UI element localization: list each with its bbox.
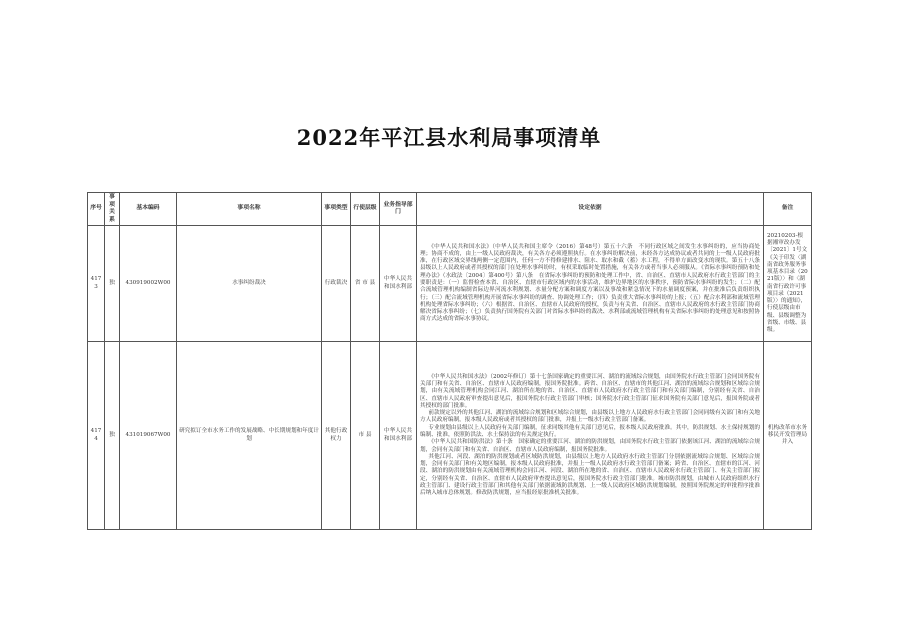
item-list-table [87, 192, 812, 530]
basis-paragraph: 其他江河、河段、湖泊的防洪规划或者区域防洪规划，由县级以上地方人民政府水行政主管部门分别依据流域综合规划、区域综合规划，会同有关部门和有关地区编制，报本级人民政府批准，并报上一级人民政府水行政主管部门备案；跨省、自治区、直辖市的江河、河段、湖泊的防洪规划由有关流域管理机构会同江河、河段、湖泊所在地的省、自治区、直辖市人民政府水行政主管部门、有关主管部门拟定，分别经有关省、自治区、直辖市人民政府审查提出意见后，报国务院水行政主管部门批准。城市防洪规划，由城市人民政府组织水行政主管部门、建设行政主管部门和其他有关部门依据流域防洪规划、上一级人民政府区域防洪规划编制，按照国务院规定的审批程序批准后纳入城市总体规划。修改防洪规划，应当报经原批准机关批准。 [420, 453, 760, 497]
cell-remark: 20210203-根据湘审改办发〔2021〕1号文《关于印发〈湖南省政务服务事项基本目录（2021版）〉和〈湖南省行政许可事项目录（2021版）〉的通知》，行使层级由市级、县级调整为省级、市级、县级。 [764, 226, 812, 342]
header-relation: 事项关系 [105, 193, 120, 226]
cell-basis [417, 226, 764, 342]
header-remark: 备注 [764, 193, 812, 226]
cell-dept: 中华人民共和国水利部 [380, 342, 417, 530]
cell-type: 行政裁决 [322, 226, 351, 342]
header-code: 基本编码 [120, 193, 177, 226]
cell-type: 其他行政权力 [322, 342, 351, 530]
header-seq: 序号 [88, 193, 105, 226]
cell-name: 水事纠纷裁决 [177, 226, 322, 342]
cell-level: 市 县 [351, 342, 380, 530]
basis-paragraph: 前款规定以外的其他江河、湖泊的流域综合规划和区域综合规划，由县级以上地方人民政府水行政主管部门会同同级有关部门和有关地方人民政府编制，报本级人民政府或者其授权的部门批准，并报上一级水行政主管部门备案。 [420, 410, 760, 424]
cell-relation: 独 [105, 342, 120, 530]
basis-paragraph: 《中华人民共和国水法》（中华人民共和国主席令（2016）第48号）第五十六条 不同行政区域之间发生水事纠纷的，应当协商处理；协商不成的，由上一级人民政府裁决，有关各方必须遵照执行。在水事纠纷解决前，未经各方达成协议或者共同的上一级人民政府批准，在行政区域交界线两侧一定范围内，任何一方不得修建排水、阻水、取水和截（蓄）水工程，不得单方面改变水的现状。第五十八条 县级以上人民政府或者其授权的部门在处理水事纠纷时，有权采取临时处置措施，有关各方或者当事人必须服从。《省际水事纠纷预防和处理办法》（水政法〔2004〕第400号）第八条 在省际水事纠纷的预防和处理工作中，省、自治区、直辖市人民政府水行政主管部门的主要职责是：（一）监督检查本省、自治区、直辖市行政区域内的水事活动，维护边界地区的水事秩序，预防省际水事纠纷的发生；（二）配合流域管理机构编制省际边界河流水利规划、水量分配方案和调度方案以及事故和紧急情况下的水量调度预案，并在批准后负责组织执行；（三）配合流域管理机构开展省际水事纠纷的调查、协调处理工作；（四）负责重大省际水事纠纷的上报；（五）配合水利部和流域管理机构处理省际水事纠纷；（六）根据省、自治区、直辖市人民政府的授权，负责与有关省、自治区、直辖市人民政府的水行政主管部门协商解决省际水事纠纷；（七）负责执行国务院有关部门对省际水事纠纷的裁决、水利部或流域管理机构有关省际水事纠纷的处理意见和按照协商方式达成的省际水事协议。 [420, 243, 766, 323]
cell-level: 省 市 县 [351, 226, 380, 342]
cell-name: 研究拟订全市水务工作的发展战略、中长期规划和年度计划 [177, 342, 322, 530]
cell-code: 430919002W00 [120, 226, 177, 342]
table-row [88, 342, 812, 530]
header-basis: 设定依据 [417, 193, 764, 226]
cell-remark: 机构改革市水务移民开发管理局并入 [764, 342, 812, 530]
table-header-row [88, 193, 812, 226]
cell-seq: 4173 [88, 226, 105, 342]
basis-paragraph: 专业规划由县级以上人民政府有关部门编制，征求同级其他有关部门意见后，报本级人民政府批准。其中，防洪规划、水土保持规划的编制、批准，依照防洪法、水土保持法的有关规定执行。 [420, 424, 760, 438]
cell-code: 431019067W00 [120, 342, 177, 530]
basis-paragraph: 《中华人民共和国防洪法》第十条 国家确定的重要江河、湖泊的防洪规划，由国务院水行政主管部门依据该江河、湖泊的流域综合规划，会同有关部门和有关省、自治区、直辖市人民政府编制，报国务院批准。 [420, 439, 760, 453]
basis-paragraph: 《中华人民共和国水法》（2002年修订）第十七条国家确定的重要江河、湖泊的流域综合规划，由国务院水行政主管部门会同国务院有关部门和有关省、自治区、直辖市人民政府编制，报国务院批准。跨省、自治区、直辖市的其他江河、湖泊的流域综合规划和区域综合规划，由有关流域管理机构会同江河、湖泊所在地的省、自治区、直辖市人民政府水行政主管部门和有关部门编制，分别经有关省、自治区、直辖市人民政府审查提出意见后，报国务院水行政主管部门审核；国务院水行政主管部门征求国务院有关部门意见后，报国务院或者其授权的部门批准。 [420, 373, 760, 409]
header-level: 行使层级 [351, 193, 380, 226]
cell-seq: 4174 [88, 342, 105, 530]
table-row [88, 226, 812, 342]
cell-dept: 中华人民共和国水利部 [380, 226, 417, 342]
header-type: 事项类型 [322, 193, 351, 226]
document-title: 2022年平江县水利局事项清单 [296, 125, 602, 150]
header-name: 事项名称 [177, 193, 322, 226]
cell-relation: 独 [105, 226, 120, 342]
header-dept: 业务指导部门 [380, 193, 417, 226]
cell-basis [417, 342, 764, 530]
